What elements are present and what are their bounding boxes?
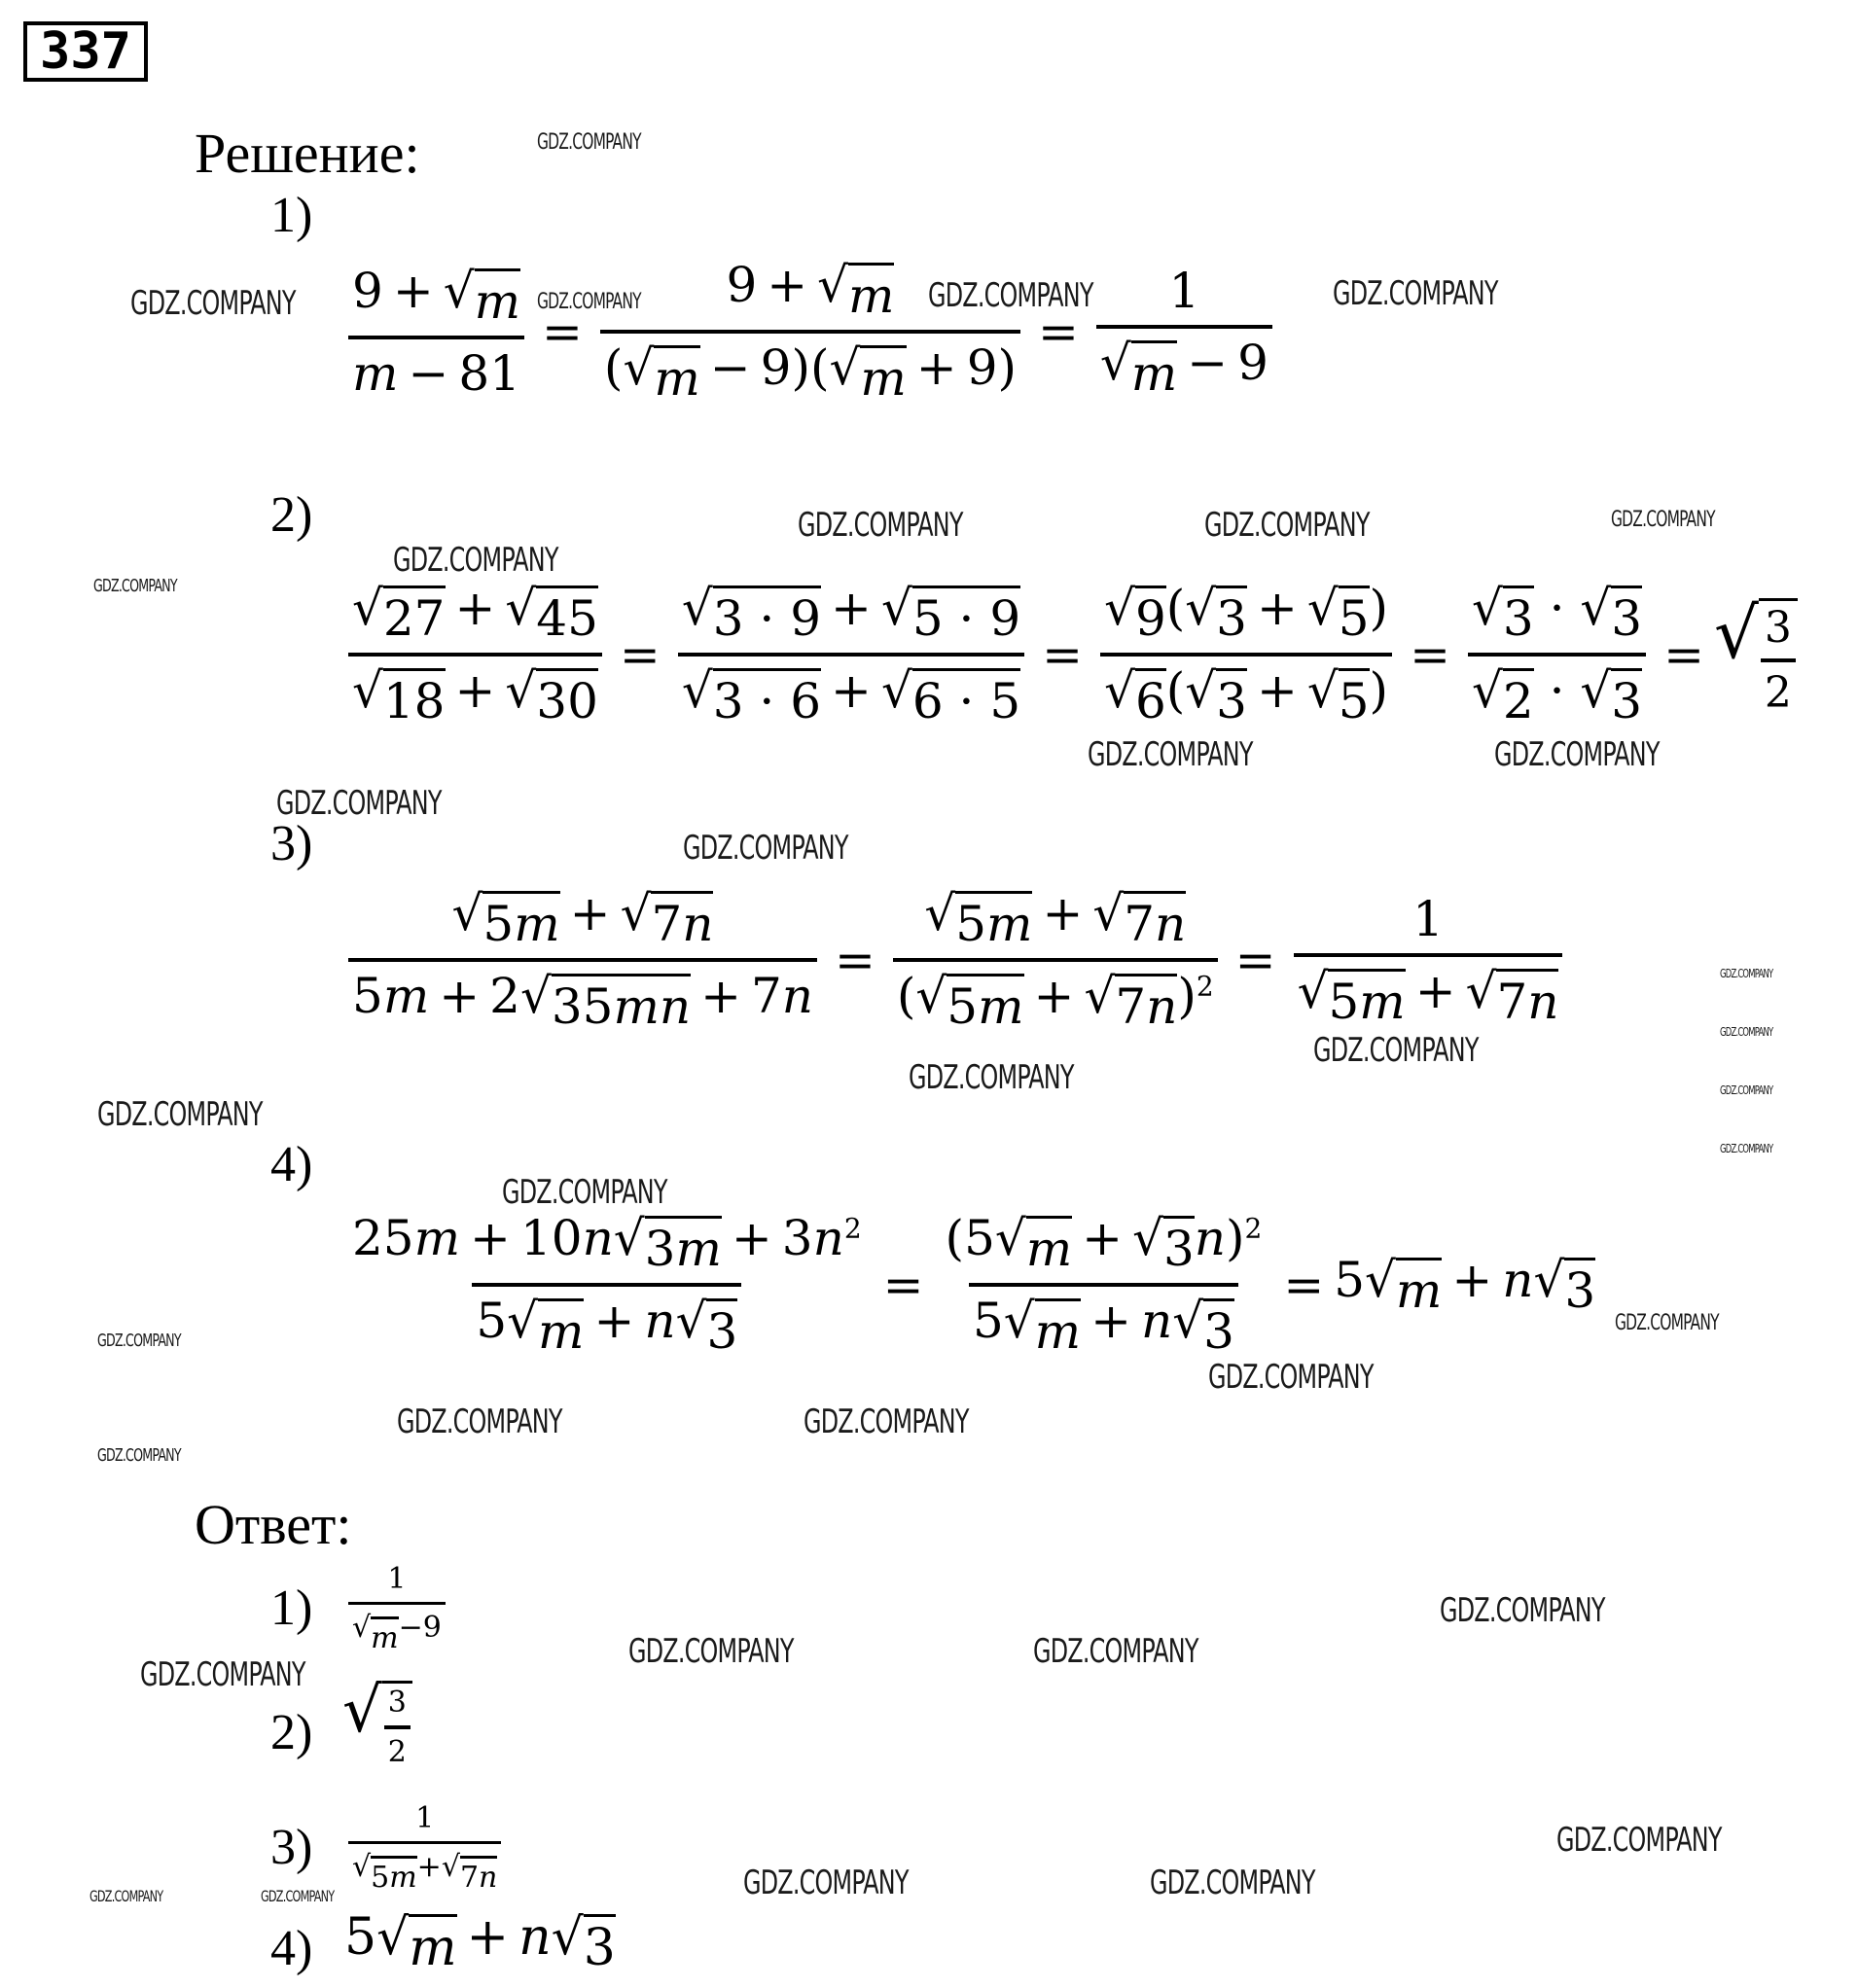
watermark: GDZ.COMPANY xyxy=(1494,735,1660,774)
watermark: GDZ.COMPANY xyxy=(798,506,963,545)
answer-2: √ $\frac{3}{2}$ xyxy=(342,1675,412,1769)
item-label-2: 2) xyxy=(270,487,313,543)
answer-3: 1 √ 5m + √ 7n xyxy=(340,1801,509,1895)
item-label-4: 4) xyxy=(270,1137,313,1192)
solution-heading: Решение: xyxy=(195,122,420,185)
answer-4: 5 √ m + n √ 3 xyxy=(344,1908,616,1977)
watermark: GDZ.COMPANY xyxy=(1208,1358,1374,1397)
watermark: GDZ.COMPANY xyxy=(909,1058,1074,1097)
watermark: GDZ.COMPANY xyxy=(743,1864,909,1902)
watermark: GDZ.COMPANY xyxy=(537,290,641,314)
watermark: GDZ.COMPANY xyxy=(1556,1821,1722,1860)
watermark: GDZ.COMPANY xyxy=(1088,735,1253,774)
watermark: GDZ.COMPANY xyxy=(1333,274,1498,313)
watermark: GDZ.COMPANY xyxy=(1150,1864,1315,1902)
watermark: GDZ.COMPANY xyxy=(130,284,296,323)
watermark: GDZ.COMPANY xyxy=(1440,1591,1605,1630)
watermark: GDZ.COMPANY xyxy=(1615,1311,1719,1335)
answer-1: 1 √ m −9 xyxy=(340,1562,453,1655)
watermark: GDZ.COMPANY xyxy=(397,1402,562,1441)
watermark: GDZ.COMPANY xyxy=(1720,1025,1773,1039)
watermark: GDZ.COMPANY xyxy=(140,1655,305,1694)
watermark: GDZ.COMPANY xyxy=(1720,1083,1773,1097)
watermark: GDZ.COMPANY xyxy=(97,1445,181,1466)
watermark: GDZ.COMPANY xyxy=(89,1887,163,1905)
watermark: GDZ.COMPANY xyxy=(97,1331,181,1351)
watermark: GDZ.COMPANY xyxy=(928,276,1093,315)
watermark: GDZ.COMPANY xyxy=(1033,1632,1198,1671)
watermark: GDZ.COMPANY xyxy=(393,541,558,580)
watermark: GDZ.COMPANY xyxy=(1611,508,1715,532)
item-label-3: 3) xyxy=(270,816,313,871)
equation-1: 9 + √ m m − 81 = 9 + √ m ( √ m − 9)( √ m + 9) = 1 √ m − 9 xyxy=(340,257,1280,407)
watermark: GDZ.COMPANY xyxy=(261,1887,335,1905)
equation-2: √ 27 + √ 45 √ 18 + √ 30 = √ 3 · 9 + √ 5 · 9 √ 3 · 6 + √ 6 · 5 = √ 9 ( √ 3 + √ 5 ) √ 6 ( √ 3 + √ 5 ) = √ 3 · √ 3 √ 2 · √ 3 = √ $\frac{3}{2}$ xyxy=(340,580,1798,729)
item-label-1: 1) xyxy=(270,188,313,243)
watermark: GDZ.COMPANY xyxy=(1313,1031,1479,1070)
watermark: GDZ.COMPANY xyxy=(1204,506,1370,545)
watermark: GDZ.COMPANY xyxy=(683,829,848,868)
equation-4: 25m + 10n √ 3m + $3n^2$ 5 √ m + n √ 3 = (5 √ m + √ 3 n)$^2$ 5 √ m + n √ 3 = 5 √ m + n √ 3 xyxy=(352,1210,1596,1360)
watermark: GDZ.COMPANY xyxy=(1720,967,1773,980)
answer-label-2: 2) xyxy=(270,1705,313,1760)
equation-3: √ 5m + √ 7n 5m + 2 √ 35mn + 7n = √ 5m + √ 7n ( √ 5m + √ 7n )$^2$ = 1 √ 5m + √ 7n xyxy=(340,885,1570,1035)
answer-label-4: 4) xyxy=(270,1921,313,1976)
watermark: GDZ.COMPANY xyxy=(1720,1142,1773,1155)
answer-label-3: 3) xyxy=(270,1820,313,1875)
answer-label-1: 1) xyxy=(270,1580,313,1636)
watermark: GDZ.COMPANY xyxy=(804,1402,969,1441)
watermark: GDZ.COMPANY xyxy=(502,1173,667,1212)
answer-heading: Ответ: xyxy=(195,1493,352,1556)
problem-number: 337 xyxy=(23,21,148,82)
watermark: GDZ.COMPANY xyxy=(628,1632,794,1671)
watermark: GDZ.COMPANY xyxy=(93,576,177,596)
watermark: GDZ.COMPANY xyxy=(97,1095,263,1134)
watermark: GDZ.COMPANY xyxy=(537,130,641,155)
watermark: GDZ.COMPANY xyxy=(276,784,442,823)
